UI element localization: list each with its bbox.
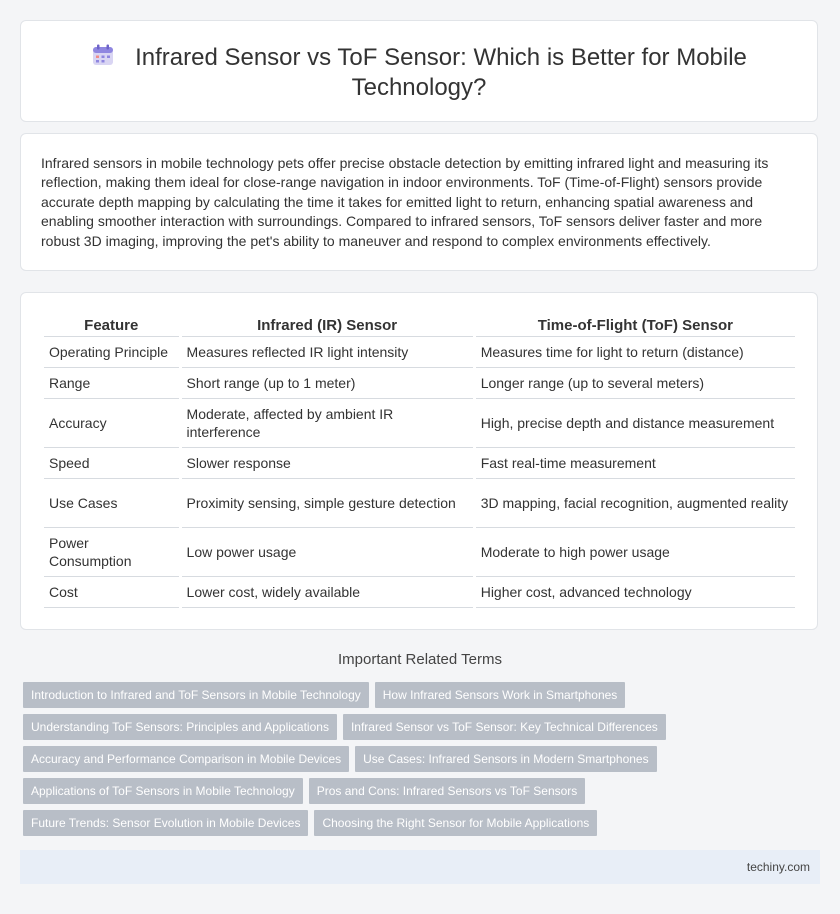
table-cell: Lower cost, widely available — [182, 577, 473, 608]
related-term-link[interactable]: Pros and Cons: Infrared Sensors vs ToF Sensors — [309, 778, 586, 804]
table-row — [44, 577, 795, 608]
footer-site-link[interactable]: techiny.com — [746, 860, 810, 874]
calendar-icon — [91, 43, 115, 67]
footer — [20, 850, 820, 884]
page-title-block — [21, 43, 817, 103]
table-header-cell: Infrared (IR) Sensor — [182, 313, 473, 337]
table-cell: Range — [44, 368, 179, 399]
table-cell: Accuracy — [44, 399, 179, 448]
table-header-row — [44, 313, 795, 337]
table-row — [44, 337, 795, 368]
related-term-link[interactable]: Choosing the Right Sensor for Mobile Applications — [314, 810, 597, 836]
table-cell: Speed — [44, 448, 179, 479]
table-cell: Moderate to high power usage — [476, 528, 795, 577]
related-term-link[interactable]: Infrared Sensor vs ToF Sensor: Key Technical Differences — [343, 714, 666, 740]
related-term-link[interactable]: Introduction to Infrared and ToF Sensors in Mobile Technology — [23, 682, 369, 708]
table-cell: 3D mapping, facial recognition, augmented reality — [476, 479, 795, 528]
table-cell: Slower response — [182, 448, 473, 479]
table-cell: High, precise depth and distance measurement — [476, 399, 795, 448]
related-term-link[interactable]: Future Trends: Sensor Evolution in Mobile Devices — [23, 810, 308, 836]
table-cell: Power Consumption — [44, 528, 179, 577]
related-term-link[interactable]: Accuracy and Performance Comparison in Mobile Devices — [23, 746, 349, 772]
related-term-link[interactable]: How Infrared Sensors Work in Smartphones — [375, 682, 626, 708]
table-cell: Cost — [44, 577, 179, 608]
table-cell: Moderate, affected by ambient IR interference — [182, 399, 473, 448]
related-terms-list — [23, 682, 823, 842]
table-cell: Low power usage — [182, 528, 473, 577]
table-cell: Measures reflected IR light intensity — [182, 337, 473, 368]
table-row — [44, 479, 795, 528]
comparison-table — [41, 313, 798, 608]
table-cell: Use Cases — [44, 479, 179, 528]
related-term-link[interactable]: Understanding ToF Sensors: Principles and Applications — [23, 714, 337, 740]
table-cell: Fast real-time measurement — [476, 448, 795, 479]
table-header-cell: Feature — [44, 313, 179, 337]
intro-paragraph: Infrared sensors in mobile technology pets offer precise obstacle detection by emitting infrared light and measuring its reflection, making them ideal for close-range navigation in indoor environments. ToF (Time-of-Flight) sensors provide accurate depth mapping by calculating the time it takes for emitted light to return, enhancing spatial awareness and enabling smoother interaction with surroundings. Compared to infrared sensors, ToF sensors deliver faster and more robust 3D imaging, improving the pet's ability to maneuver and respond to complex environments effectively. — [41, 155, 769, 249]
table-row — [44, 368, 795, 399]
table-row — [44, 399, 795, 448]
table-cell: Operating Principle — [44, 337, 179, 368]
related-term-link[interactable]: Use Cases: Infrared Sensors in Modern Smartphones — [355, 746, 656, 772]
table-cell: Proximity sensing, simple gesture detection — [182, 479, 473, 528]
table-cell: Measures time for light to return (distance) — [476, 337, 795, 368]
table-row — [44, 448, 795, 479]
table-header-cell: Time-of-Flight (ToF) Sensor — [476, 313, 795, 337]
title-card — [20, 20, 818, 122]
related-terms-title: Important Related Terms — [338, 651, 502, 668]
intro-card — [20, 133, 818, 271]
comparison-card — [20, 292, 818, 630]
table-row — [44, 528, 795, 577]
table-cell: Short range (up to 1 meter) — [182, 368, 473, 399]
table-cell: Higher cost, advanced technology — [476, 577, 795, 608]
related-term-link[interactable]: Applications of ToF Sensors in Mobile Technology — [23, 778, 303, 804]
page-title: Infrared Sensor vs ToF Sensor: Which is Better for Mobile Technology? — [135, 44, 747, 101]
table-cell: Longer range (up to several meters) — [476, 368, 795, 399]
